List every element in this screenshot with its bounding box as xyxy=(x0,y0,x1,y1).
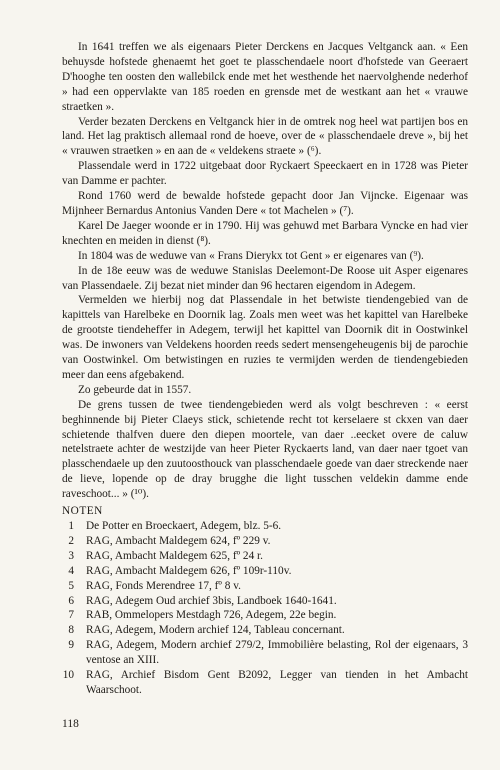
paragraph: Rond 1760 werd de bewalde hofstede gepacht door Jan Vijncke. Eigenaar was Mijnheer Bernardus Antonius Vanden Dere « tot Machelen » (⁷). xyxy=(62,190,468,217)
note-item xyxy=(62,623,468,638)
page-number: 118 xyxy=(62,718,79,730)
paragraph: Plassendale werd in 1722 uitgebaat door Ryckaert Speeckaert en in 1728 was Pieter van Damme er pachter. xyxy=(62,160,468,188)
note-number: 3 xyxy=(68,549,74,562)
note-item xyxy=(62,608,468,623)
note-number: 6 xyxy=(68,594,74,607)
note-text: RAG, Adegem Oud archief 3bis, Landboek 1640-1641. xyxy=(86,594,337,607)
note-item xyxy=(62,534,468,549)
paragraph: In 1804 was de weduwe van « Frans Dierykx tot Gent » er eigenares van (⁹). xyxy=(78,249,424,262)
note-text: De Potter en Broeckaert, Adegem, blz. 5-6. xyxy=(86,520,282,532)
paragraph: In 1641 treffen we als eigenaars Pieter Derckens en Jacques Veltganck aan. « Een behuysde hofstede ghenaemt het goet te plasschendaele noort d'hofstede van Geeraert D'hooghe ten oosten den wallebilck ende met het westhende het naervolghende nederhof » had een oppervlakte van 185 roeden en grensde met de westkant aan het « vrauwe straetken ». xyxy=(62,41,468,113)
note-item xyxy=(62,564,468,579)
paragraph: In de 18e eeuw was de weduwe Stanislas Deelemont-De Roose uit Asper eigenares van Plassendaele. Zij bezat niet minder dan 96 hectaren eigendom in Adegem. xyxy=(62,264,468,292)
paragraph: De grens tussen de twee tiendengebieden werd als volgt beschreven : « eerst beghinnende bij Pieter Claeys stick, schietende recht tot kerselaere st ckxen van daer schietende thalfven duere den diepen moortele, van daer ..eecket overe de caluw netelstraete achter de westzijde van heer Pieter Ryckaerts land, van daer naer tgoet van plasschendaele up den zuutoosthouck van plasschendaele goede van daer streckende naer de lieve, lopende op de dray brugghe die light tusschen veldekin damme ende raveschoot... » (¹⁰). xyxy=(62,398,468,501)
note-text: RAG, Archief Bisdom Gent B2092, Legger van tienden in het Ambacht Waarschoot. xyxy=(86,669,468,696)
paragraph: Vermelden we hierbij nog dat Plassendale in het betwiste tiendengebied van de kapittels van Harelbeke en Doornik lag. Zoals men weet was het kapittel van Harelbeke de grootste tiendeheffer in Adegem, terwijl het kapittel van Doornik dit in Oostwinkel was. De inwoners van Veldekens hoorden reeds sedert mensengeheugenis bij de parochie van Oostwinkel. Om betwistingen en ruzies te vermijden werden de tiendengebieden meer dan eens afgebakend. xyxy=(62,294,468,381)
paragraph: Zo gebeurde dat in 1557. xyxy=(78,383,192,396)
note-text: RAB, Ommelopers Mestdagh 726, Adegem, 22e begin. xyxy=(86,609,337,622)
notes-heading: NOTEN xyxy=(62,505,103,518)
note-text: RAG, Ambacht Maldegem 624, fº 229 v. xyxy=(86,534,271,547)
body-text xyxy=(62,40,468,698)
note-item xyxy=(62,668,468,698)
notes-list xyxy=(62,519,468,698)
note-item xyxy=(62,519,468,534)
note-number: 5 xyxy=(68,579,74,592)
note-item xyxy=(62,594,468,609)
note-number: 1 xyxy=(68,520,74,532)
note-text: RAG, Adegem, Modern archief 279/2, Immobilière belasting, Rol der eigenaars, 3 ventose an XIII. xyxy=(86,639,468,667)
note-number: 2 xyxy=(68,534,74,547)
note-text: RAG, Fonds Merendree 17, fº 8 v. xyxy=(86,579,241,592)
paragraph: Karel De Jaeger woonde er in 1790. Hij was gehuwd met Barbara Vyncke en had vier knechten en meiden in dienst (⁸). xyxy=(62,219,468,247)
note-number: 8 xyxy=(68,624,74,637)
paragraph: Verder bezaten Derckens en Veltganck hier in de omtrek nog heel wat partijen bos en land. Het lag praktisch allemaal rond de hoeve, over de « plasschendaele dreve », bij het « vrauwen straetken » en aan de « veldekens straete » (⁶). xyxy=(62,115,468,158)
note-text: RAG, Ambacht Maldegem 625, fº 24 r. xyxy=(86,549,264,562)
note-text: RAG, Ambacht Maldegem 626, fº 109r-110v. xyxy=(86,564,292,577)
note-number: 10 xyxy=(62,669,74,682)
note-number: 9 xyxy=(68,639,74,652)
note-text: RAG, Adegem, Modern archief 124, Tableau concernant. xyxy=(86,624,345,637)
note-item xyxy=(62,579,468,594)
note-item xyxy=(62,549,468,564)
note-number: 4 xyxy=(68,564,74,577)
note-item xyxy=(62,638,468,668)
note-number: 7 xyxy=(68,609,74,622)
